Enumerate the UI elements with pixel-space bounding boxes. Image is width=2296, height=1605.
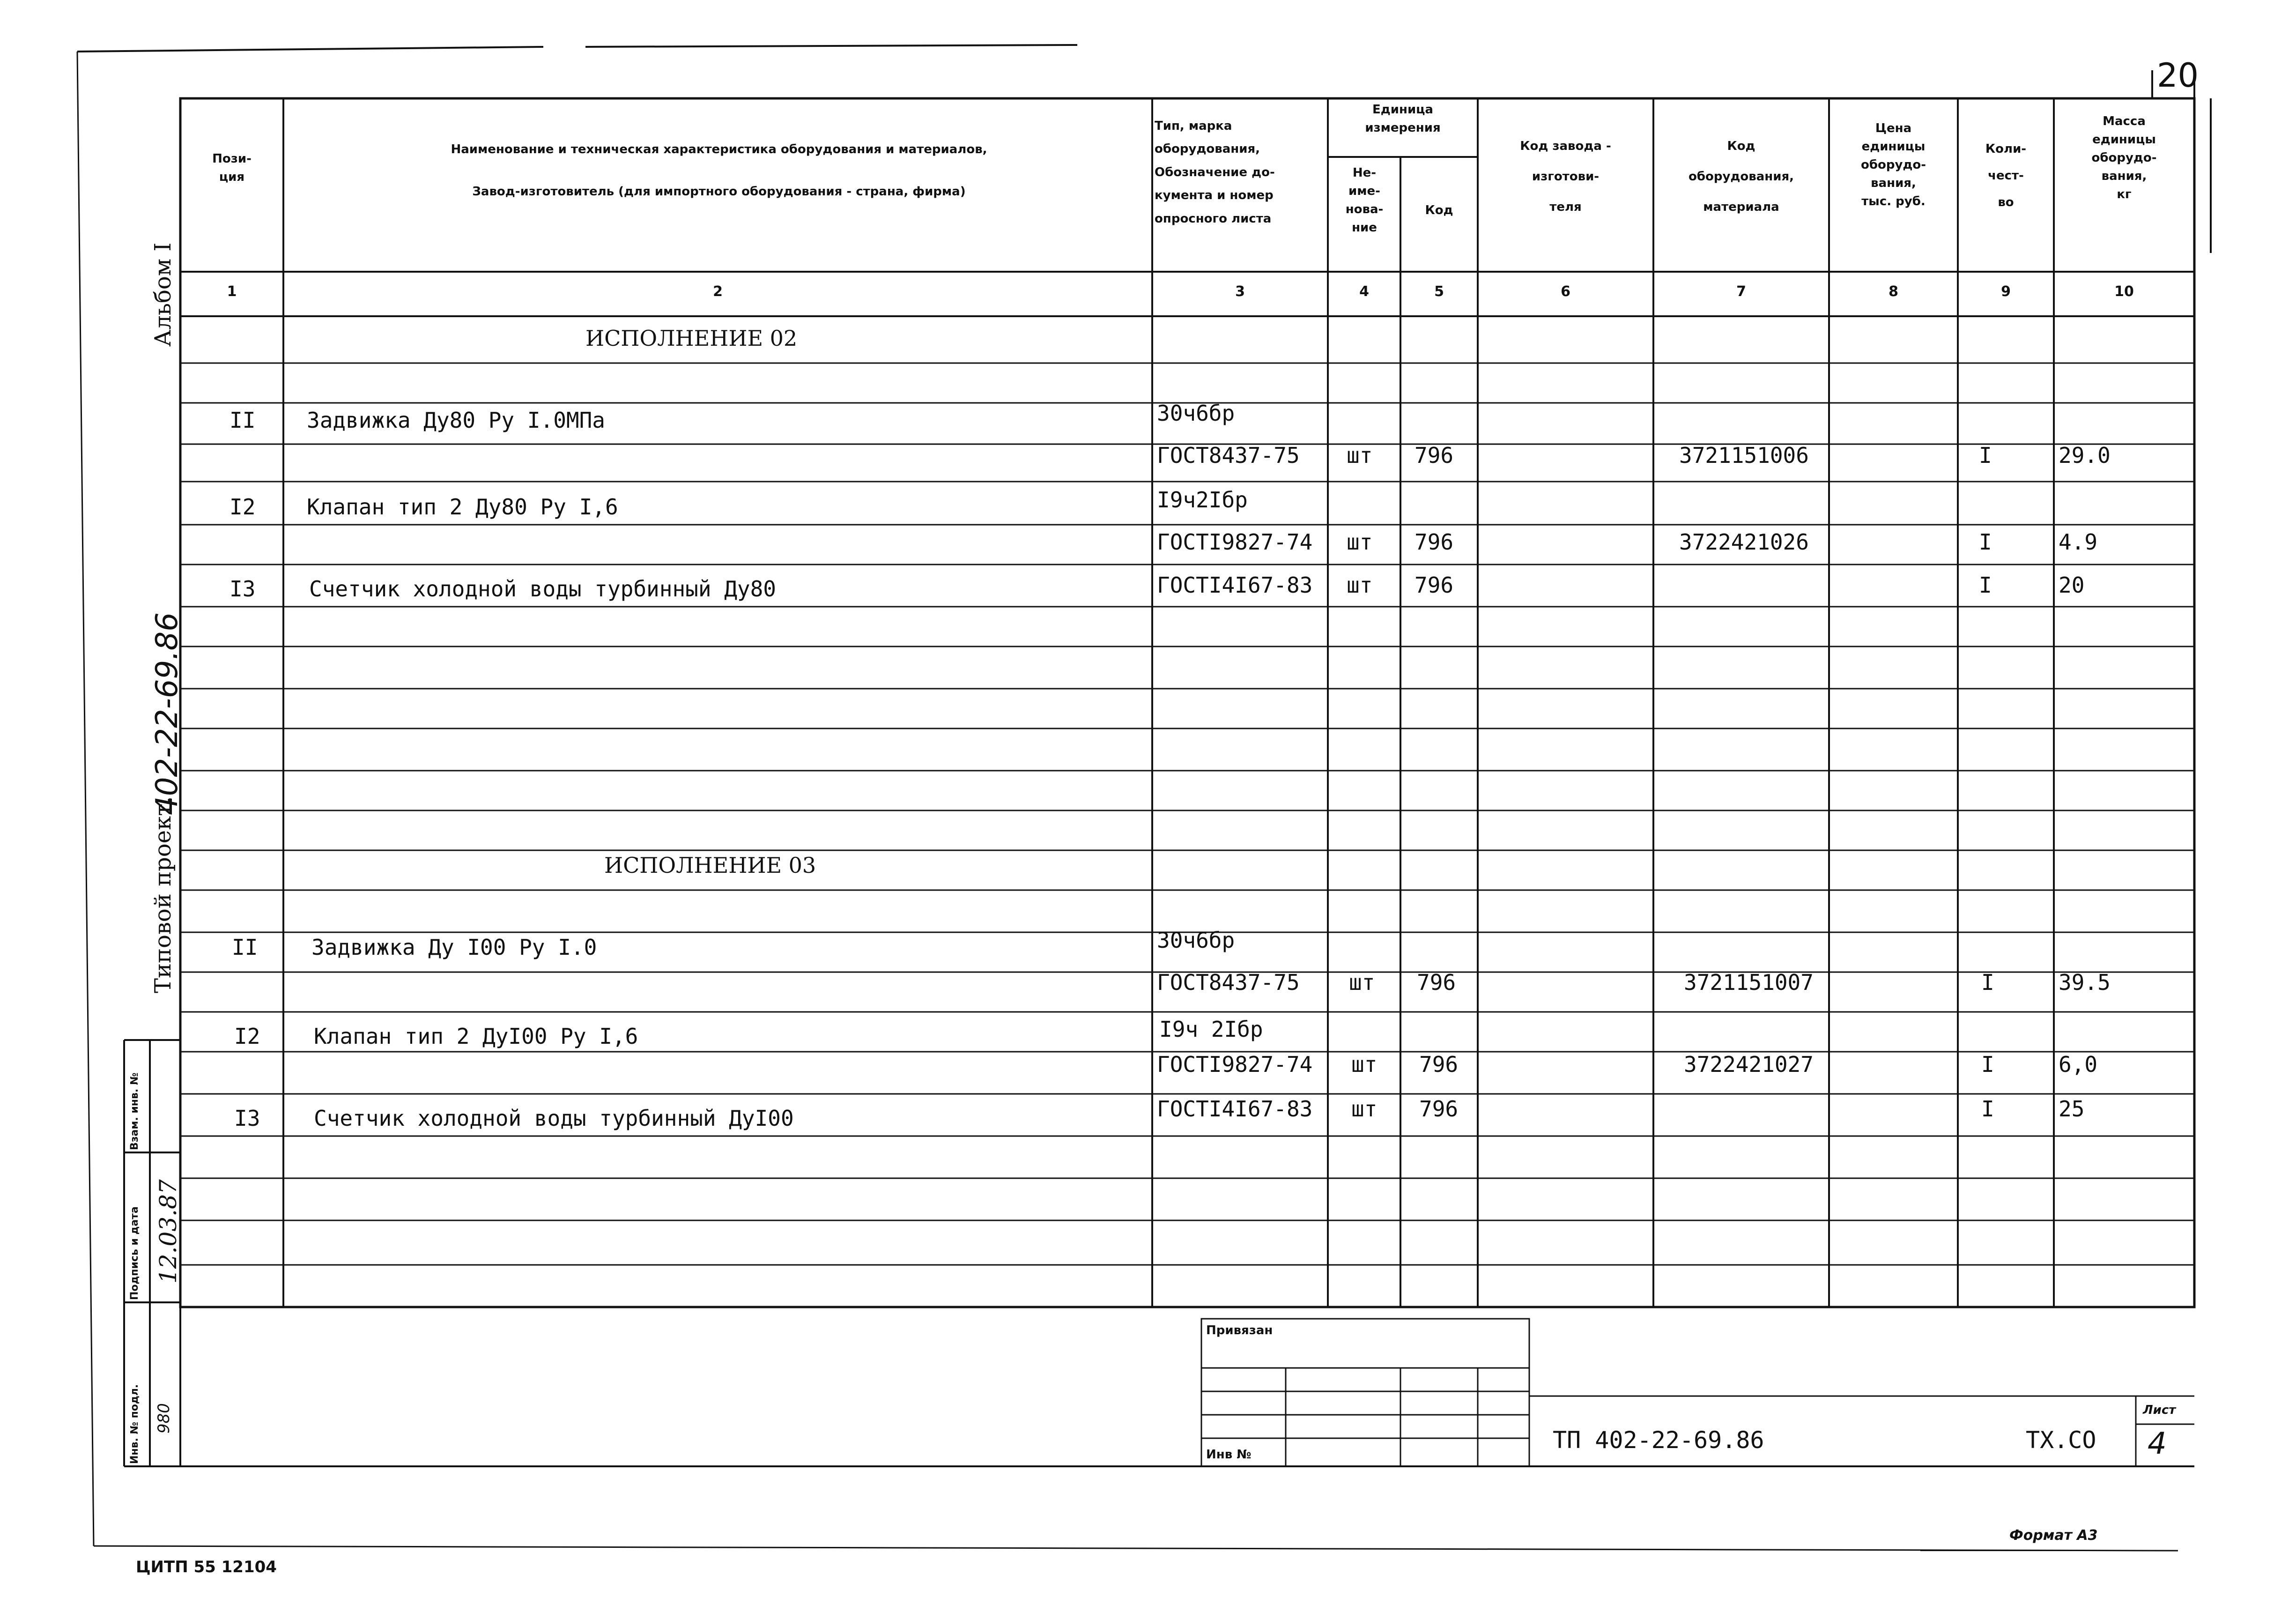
row03-5-quantity: I	[1981, 1096, 1994, 1122]
side-album: Альбом I	[150, 242, 176, 347]
section-title-03: ИСПОЛНЕНИЕ 03	[604, 853, 816, 878]
row03-4-code: 796	[1419, 1052, 1459, 1077]
row02-4-mass: 4.9	[2059, 529, 2098, 555]
col-number-8: 8	[1889, 283, 1898, 300]
row03-2-code: 796	[1417, 970, 1456, 995]
header-col-type: Тип, марка оборудования, Обозначение до- кумента и номер опросного листа	[1155, 119, 1275, 226]
stamp-sheet-number: 4	[2148, 1427, 2167, 1461]
row02-1-name: Задвижка Ду80 Ру I.0МПа	[307, 408, 605, 433]
col-number-10: 10	[2114, 283, 2134, 300]
row02-4-unit: шт	[1347, 529, 1373, 555]
header-col-factory-code: Код завода - изготови- теля	[1520, 139, 1611, 214]
row03-5-name: Счетчик холодной воды турбинный ДуI00	[314, 1106, 794, 1131]
header-col-price: Цена единицы оборудо- вания, тыс. руб.	[1860, 121, 1926, 208]
header-col-unit: Единица измерения	[1365, 103, 1441, 135]
row03-3-name: Клапан тип 2 ДуI00 Ру I,6	[314, 1024, 638, 1049]
row03-2-type: ГОСТ8437-75	[1157, 970, 1300, 995]
row03-4-type: ГОСТI9827-74	[1157, 1052, 1313, 1077]
row03-5-code: 796	[1419, 1096, 1459, 1122]
row03-4-mass: 6,0	[2059, 1052, 2098, 1077]
row02-5-position: I3	[230, 576, 256, 602]
row02-5-type: ГОСТI4I67-83	[1157, 572, 1313, 598]
row02-5-quantity: I	[1979, 572, 1992, 598]
row02-2-unit: шт	[1347, 443, 1373, 468]
row03-5-mass: 25	[2059, 1096, 2085, 1122]
row03-3-position: I2	[234, 1024, 260, 1049]
row02-2-code: 796	[1415, 443, 1454, 468]
row02-2-quantity: I	[1979, 443, 1992, 468]
col-number-9: 9	[2001, 283, 2011, 300]
row02-2-mass: 29.0	[2059, 443, 2111, 468]
row03-4-equipment-code: 3722421027	[1684, 1052, 1814, 1077]
row03-2-mass: 39.5	[2059, 970, 2111, 995]
row03-4-unit: шт	[1351, 1052, 1378, 1077]
row02-3-type: I9ч2Iбр	[1157, 487, 1248, 513]
row02-4-type: ГОСТI9827-74	[1157, 529, 1313, 555]
stamp-doc-mark: ТХ.СО	[2026, 1427, 2096, 1454]
row02-5-unit: шт	[1347, 572, 1373, 598]
row03-1-name: Задвижка Ду I00 Ру I.0	[311, 935, 597, 960]
row03-2-equipment-code: 3721151007	[1684, 970, 1814, 995]
side-podpis-value: 12.03.87	[155, 1179, 182, 1284]
col-number-2: 2	[713, 283, 723, 300]
row02-3-position: I2	[230, 494, 256, 520]
row03-2-quantity: I	[1981, 970, 1994, 995]
header-col-unit-code: Код	[1425, 203, 1453, 217]
header-col-position: Пози- ция	[212, 152, 252, 184]
row02-3-name: Клапан тип 2 Ду80 Ру I,6	[307, 494, 618, 520]
row03-1-type: 30ч6бр	[1157, 928, 1235, 953]
row02-5-name: Счетчик холодной воды турбинный Ду80	[309, 576, 776, 602]
side-project-label: Типовой проект.	[150, 796, 176, 993]
col-number-6: 6	[1561, 283, 1570, 300]
stamp-doc-code: ТП 402-22-69.86	[1553, 1427, 1764, 1454]
row03-4-quantity: I	[1981, 1052, 1994, 1077]
header-col-name-line2: Завод-изготовитель (для импортного оборудования - страна, фирма)	[472, 185, 966, 199]
side-inv-value: 980	[155, 1403, 173, 1434]
row02-2-equipment-code: 3721151006	[1679, 443, 1809, 468]
side-podpis-label: Подпись и дата	[129, 1206, 141, 1300]
row02-4-quantity: I	[1979, 529, 1992, 555]
row02-2-type: ГОСТ8437-75	[1157, 443, 1300, 468]
footer-left: ЦИТП 55 12104	[136, 1558, 277, 1576]
footer-right: Формат А3	[2009, 1527, 2098, 1544]
col-number-7: 7	[1736, 283, 1746, 300]
header-col-unit-name: Не- име- нова- ние	[1345, 166, 1384, 235]
row03-5-position: I3	[234, 1106, 260, 1131]
col-number-3: 3	[1235, 283, 1245, 300]
row03-5-unit: шт	[1351, 1096, 1378, 1122]
row03-5-type: ГОСТI4I67-83	[1157, 1096, 1313, 1122]
header-col-mass: Масса единицы оборудо- вания, кг	[2091, 114, 2157, 201]
col-number-4: 4	[1359, 283, 1369, 300]
corner-sheet-number: 20	[2157, 56, 2199, 95]
col-number-5: 5	[1434, 283, 1444, 300]
header-col-equipment-code: Код оборудования, материала	[1688, 139, 1794, 214]
row03-2-unit: шт	[1349, 970, 1375, 995]
row03-1-position: II	[232, 935, 258, 960]
section-title-02: ИСПОЛНЕНИЕ 02	[585, 326, 798, 351]
row02-4-equipment-code: 3722421026	[1679, 529, 1809, 555]
col-number-1: 1	[227, 283, 237, 300]
stamp-inv-no: Инв №	[1206, 1448, 1252, 1462]
row02-1-position: II	[230, 408, 256, 433]
stamp-privyazan: Привязан	[1206, 1323, 1273, 1338]
row02-4-code: 796	[1415, 529, 1454, 555]
side-inv-label: Инв. № подл.	[129, 1384, 141, 1464]
stamp-sheet-label: Лист	[2143, 1403, 2176, 1417]
row02-5-code: 796	[1415, 572, 1454, 598]
side-project-number: 402-22-69.86	[150, 612, 185, 815]
row02-1-type: 30ч6бр	[1157, 401, 1235, 426]
side-vzam-label: Взам. инв. №	[129, 1072, 141, 1150]
header-col-quantity: Коли- чест- во	[1985, 142, 2027, 210]
row02-5-mass: 20	[2059, 572, 2085, 598]
row03-3-type: I9ч 2Iбр	[1159, 1017, 1263, 1042]
header-col-name-line1: Наименование и техническая характеристика оборудования и материалов,	[451, 142, 987, 156]
